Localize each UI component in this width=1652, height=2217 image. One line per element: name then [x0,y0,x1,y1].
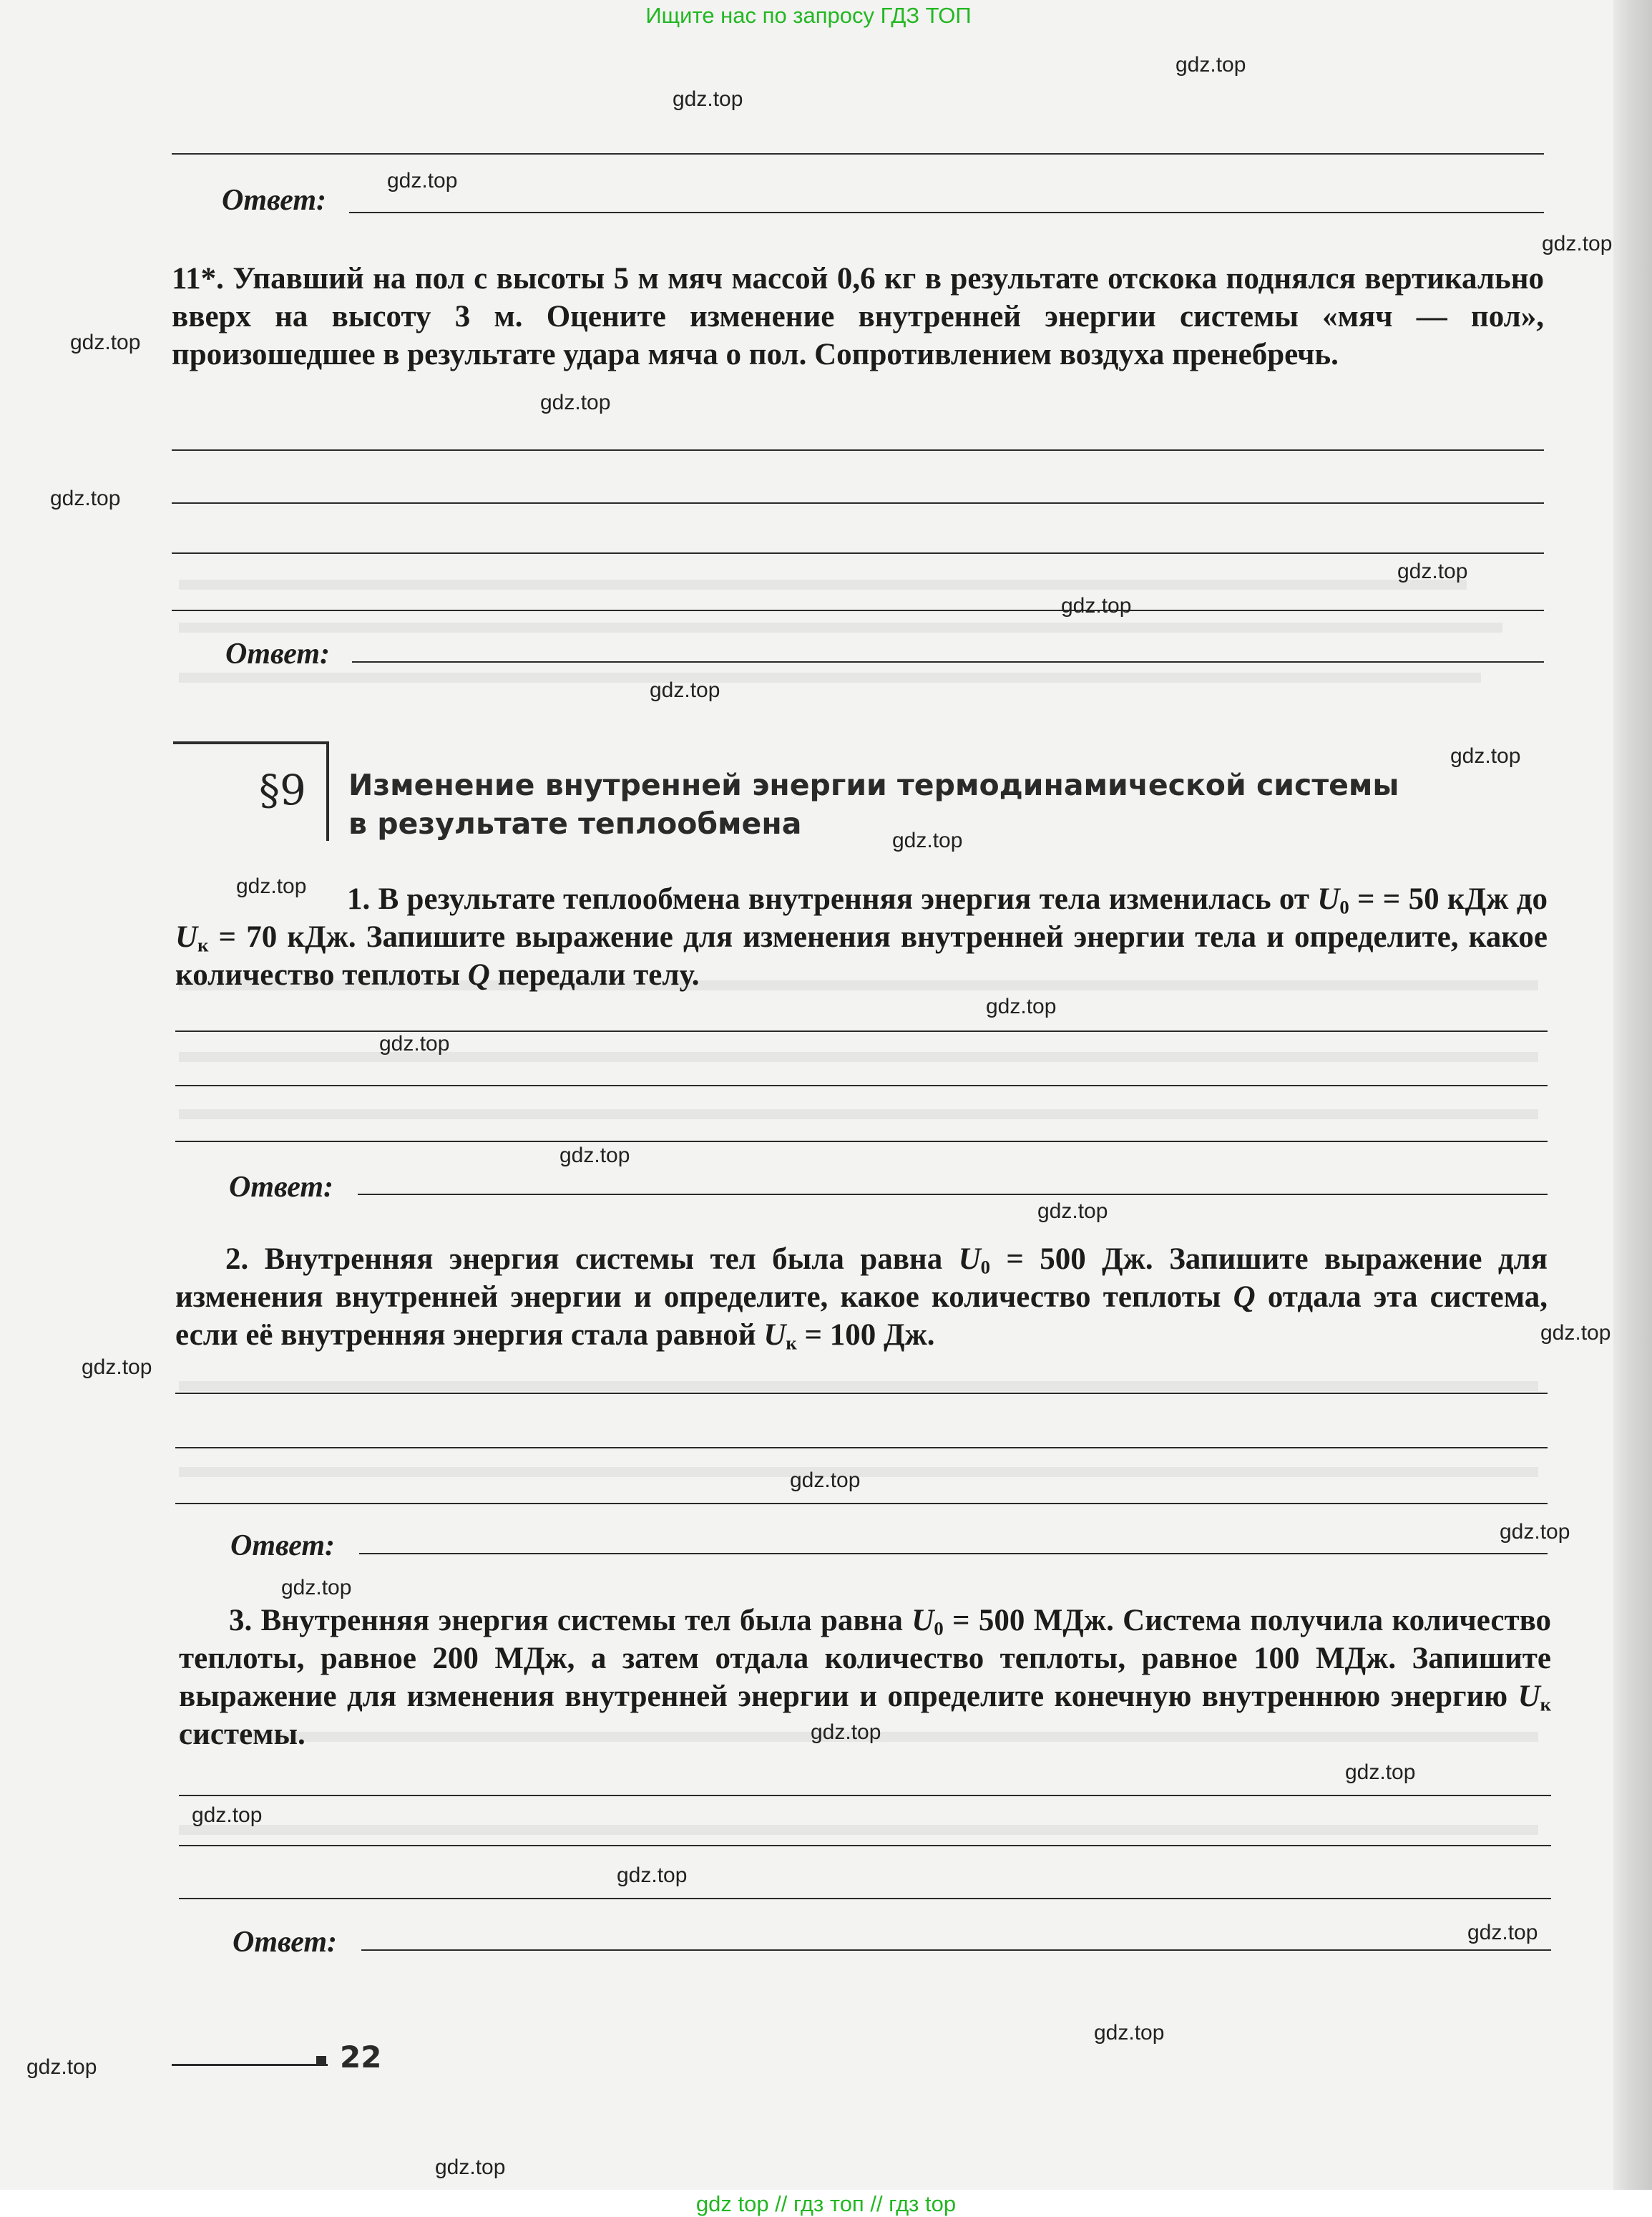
watermark: gdz.top [387,169,458,193]
bleed-through [179,623,1502,633]
page-number: 22 [340,2040,382,2075]
answer-line[interactable] [361,1949,1551,1951]
watermark: gdz.top [540,391,611,414]
answer-line[interactable] [175,1393,1548,1394]
task-11 [172,260,1544,374]
watermark: gdz.top [1500,1520,1570,1544]
page-number-marker [316,2056,326,2066]
watermark: gdz.top [1094,2021,1165,2045]
watermark: gdz.top [236,874,307,898]
bleed-through [179,1381,1538,1391]
task-text: В результате теплообмена внутренняя энергия тела изменилась от [378,882,1318,916]
watermark: gdz.top [70,331,141,354]
answer-line[interactable] [179,1845,1551,1846]
watermark: gdz.top [673,87,743,111]
task-text: = = 50 кДж до [1349,882,1548,916]
task-number: 3. [229,1604,253,1637]
section-title-line: в результате теплообмена [348,807,802,841]
task-text: Внутренняя энергия системы тел была равна [264,1242,959,1276]
task-text: передали телу. [489,958,700,992]
bleed-through [179,1825,1538,1835]
watermark: gdz.top [650,678,720,702]
bleed-through [179,1109,1538,1119]
watermark: gdz.top [281,1576,352,1599]
watermark: gdz.top [790,1468,861,1492]
answer-label: Ответ: [229,1171,333,1204]
watermark: gdz.top [1540,1321,1611,1345]
answer-line[interactable] [179,1795,1551,1796]
watermark: gdz.top [1061,594,1132,618]
page-edge-shadow [1613,0,1652,2211]
answer-label: Ответ: [233,1926,337,1959]
watermark: gdz.top [192,1803,263,1827]
answer-label: Ответ: [225,638,330,671]
bottom-banner[interactable]: gdz top // гдз топ // гдз top [695,2191,957,2216]
task-1: 1. В результате теплообмена внутренняя энергия тела изменилась от $U_0$ = = 50 кДж до $U_к = 70$ кДж. Запишите выражение для изменения внутренней энергии тела и определите, какое количество теплоты Q передали телу. [175,882,1548,992]
watermark: gdz.top [1345,1760,1416,1784]
watermark: gdz.top [811,1720,881,1744]
bleed-through [179,673,1481,683]
task-text: = 500 МДж. Система получила количество теплоты, равное 200 МДж, а затем отдала количество теплоты, равное 100 МДж. Запишите выражение для изменения внутренней энергии и определите конечную внутреннюю энергию [179,1604,1552,1713]
answer-line[interactable] [172,449,1544,451]
section-title-line: Изменение внутренней энергии термодинамической системы [348,768,1399,802]
answer-line[interactable] [352,661,1544,663]
task-text: Внутренняя энергия системы тел была равна [260,1604,912,1637]
section-number: §9 [259,766,306,814]
watermark: gdz.top [1397,560,1468,583]
watermark: gdz.top [559,1144,630,1167]
watermark: gdz.top [1467,1921,1538,1944]
task-text: системы. [179,1717,306,1751]
answer-line[interactable] [179,1898,1551,1899]
bleed-through [179,580,1467,590]
answer-line[interactable] [349,212,1544,213]
watermark: gdz.top [1542,232,1613,255]
task-number: 2. [225,1242,249,1276]
task-text: отдала эта система, если её внутренняя энергия стала равной [175,1280,1548,1352]
answer-line[interactable] [175,1447,1548,1448]
task-text: = 70 кДж. Запишите выражение для изменения внутренней энергии тела и определите, какое количество теплоты [175,920,1548,992]
task-number: 1. [347,882,371,916]
watermark: gdz.top [1450,744,1521,768]
answer-line[interactable] [175,1503,1548,1504]
answer-label: Ответ: [222,184,326,217]
answer-line[interactable] [172,552,1544,554]
page-number-rule [172,2064,328,2066]
watermark: gdz.top [892,829,963,852]
answer-line[interactable] [172,502,1544,504]
task-2: 2. Внутренняя энергия системы тел была равна $U_0 = 500$ Дж. Запишите выражение для изменения внутренней энергии и определите, какое количество теплоты Q отдала эта система, если её внутренняя энергия стала равной $U_к = 100$ Дж. [175,1242,1548,1354]
top-banner[interactable]: Ищите нас по запросу ГДЗ ТОП [645,3,972,28]
task-3: 3. Внутренняя энергия системы тел была равна $U_0 = 500$ МДж. Система получила количество теплоты, равное 200 МДж, а затем отдала количество теплоты, равное 100 МДж. Запишите выражение для изменения внутренней энергии и определите конечную внутреннюю энергию $U_к$ системы. [179,1604,1552,1751]
task-text: Упавший на пол с высоты 5 м мяч массой 0,6 кг в результате отскока поднялся вертикально вверх на высоту 3 м. Оцените изменение внутренней энергии системы «мяч — пол», произошедшее в результате удара мяча о пол. Сопротивлением воздуха пренебречь. [172,262,1544,371]
answer-line[interactable] [358,1194,1548,1195]
task-text: = 500 Дж. Запишите выражение для изменения внутренней энергии и определите, какое количество теплоты [175,1242,1548,1314]
watermark: gdz.top [617,1863,688,1887]
answer-line[interactable] [172,153,1544,155]
answer-line[interactable] [172,610,1544,611]
watermark: gdz.top [379,1032,450,1056]
answer-line[interactable] [175,1141,1548,1142]
answer-line[interactable] [359,1553,1548,1554]
answer-label: Ответ: [230,1529,335,1562]
task-text: = 100 Дж. [796,1318,935,1352]
watermark: gdz.top [986,995,1057,1018]
watermark: gdz.top [1176,53,1246,77]
task-number: 11*. [172,262,224,296]
watermark: gdz.top [1037,1199,1108,1223]
watermark: gdz.top [82,1355,152,1379]
watermark: gdz.top [435,2155,506,2179]
answer-line[interactable] [175,1085,1548,1086]
watermark: gdz.top [50,487,121,510]
watermark: gdz.top [26,2055,97,2079]
